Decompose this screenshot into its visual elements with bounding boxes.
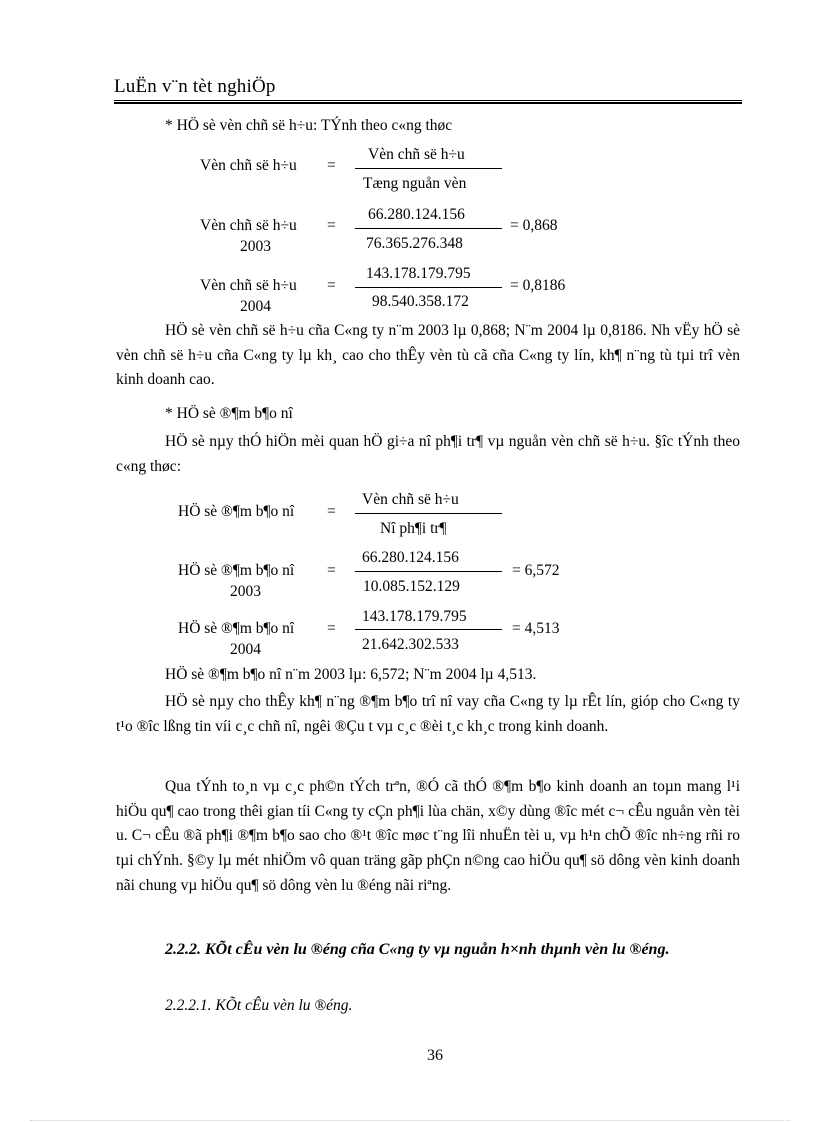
equity-2004-numerator: 143.178.179.795 <box>366 265 471 282</box>
safety-2004-fraction-line <box>355 629 502 630</box>
equity-2003-denominator: 76.365.276.348 <box>366 235 463 252</box>
safety-formula-numerator: Vèn chñ së h÷u <box>362 491 459 508</box>
equity-2004-result: = 0,8186 <box>510 277 566 294</box>
equity-2003-year: 2003 <box>240 238 271 255</box>
header-rule <box>114 100 742 104</box>
equity-2003-equals: = <box>327 217 336 234</box>
safety-formula-denominator: Nî ph¶i tr¶ <box>380 520 447 537</box>
equity-2003-fraction-line <box>355 228 502 229</box>
equity-formula-label: Vèn chñ së h÷u <box>200 157 297 174</box>
equity-2004-fraction-line <box>355 287 502 288</box>
equity-2004-equals: = <box>327 277 336 294</box>
equity-2003-numerator: 66.280.124.156 <box>368 206 465 223</box>
safety-2004-equals: = <box>327 620 336 637</box>
equity-2004-year: 2004 <box>240 298 271 315</box>
equity-formula-denominator: Tæng nguån vèn <box>363 175 467 192</box>
safety-2003-fraction-line <box>355 571 502 572</box>
page-header-title: LuËn v¨n tèt nghiÖp <box>114 76 276 97</box>
safety-2003-year: 2003 <box>230 583 261 600</box>
paragraph-equity-summary: HÖ sè vèn chñ së h÷u cña C«ng ty n¨m 2003 lµ 0,868; N¨m 2004 lµ 0,8186. Nh vËy hÖ sè vèn chñ së h÷u cña C«ng ty lµ kh¸ cao cho thÊy vèn tù cã cña C«ng ty lín, kh¶ n¨ng tù tµi trî vèn kinh doanh cao. <box>116 322 740 389</box>
equity-2004-label: Vèn chñ së h÷u <box>200 277 297 294</box>
safety-formula-equals: = <box>327 503 336 520</box>
equity-2003-result: = 0,868 <box>510 217 558 234</box>
safety-2004-numerator: 143.178.179.795 <box>362 608 467 625</box>
safety-2003-equals: = <box>327 562 336 579</box>
equity-formula-fraction-line <box>355 168 502 169</box>
safety-2003-result: = 6,572 <box>512 562 560 579</box>
safety-2003-denominator: 10.085.152.129 <box>363 578 460 595</box>
equity-formula-numerator: Vèn chñ së h÷u <box>368 146 465 163</box>
safety-2004-year: 2004 <box>230 641 261 658</box>
paragraph-debt-safety-summary: HÖ sè ®¶m b¶o nî n¨m 2003 lµ: 6,572; N¨m 2004 lµ 4,513. <box>165 666 537 683</box>
safety-2004-denominator: 21.642.302.533 <box>362 636 459 653</box>
safety-formula-label: HÖ sè ®¶m b¶o nî <box>178 503 295 520</box>
equity-formula-equals: = <box>327 157 336 174</box>
section-heading-2-2-2: 2.2.2. KÕt cÊu vèn lu ®éng cña C«ng ty vµ nguån h×nh thµnh vèn lu ®éng. <box>165 941 670 958</box>
section-heading-2-2-2-1: 2.2.2.1. KÕt cÊu vèn lu ®éng. <box>165 997 353 1014</box>
safety-2003-numerator: 66.280.124.156 <box>362 549 459 566</box>
paragraph-conclusion: Qua tÝnh to¸n vµ c¸c ph©n tÝch trªn, ®Ó cã thÓ ®¶m b¶o kinh doanh an toµn mang l¹i hiÖu qu¶ cao trong thêi gian tíi C«ng ty cÇn ph¶i lùa chän, x©y dùng ®îc mét c¬ cÊu nguån vèn tèi u. C¬ cÊu ®ã ph¶i ®¶m b¶o sao cho ®¹t ®îc møc t¨ng lîi nhuËn tèi u, vµ h¹n chÕ ®îc nh÷ng rñi ro tµi chÝnh. §©y lµ mét nhiÖm vô quan träng gãp phÇn n©ng cao hiÖu qu¶ sö dông vèn kinh doanh nãi chung vµ hiÖu qu¶ sö dông vèn lu ®éng nãi riªng. <box>116 778 740 894</box>
paragraph-debt-safety-meaning: HÖ sè nµy cho thÊy kh¶ n¨ng ®¶m b¶o trî nî vay cña C«ng ty lµ rÊt lín, gióp cho C«ng ty t¹o ®îc lßng tin víi c¸c chñ nî, ngêi ®Çu t vµ c¸c ®èi t¸c kh¸c trong kinh doanh. <box>116 693 740 735</box>
safety-2004-result: = 4,513 <box>512 620 560 637</box>
equity-ratio-heading: * HÖ sè vèn chñ së h÷u: TÝnh theo c«ng thøc <box>165 117 453 134</box>
safety-2004-label: HÖ sè ®¶m b¶o nî <box>178 620 295 637</box>
footer-divider <box>30 1120 790 1121</box>
safety-formula-fraction-line <box>355 513 502 514</box>
page-number: 36 <box>427 1047 443 1064</box>
debt-safety-heading: * HÖ sè ®¶m b¶o nî <box>165 405 293 422</box>
paragraph-debt-safety-intro: HÖ sè nµy thÓ hiÖn mèi quan hÖ gi÷a nî ph¶i tr¶ vµ nguån vèn chñ së h÷u. §îc tÝnh theo c«ng thøc: <box>116 433 740 475</box>
safety-2003-label: HÖ sè ®¶m b¶o nî <box>178 562 295 579</box>
equity-2003-label: Vèn chñ së h÷u <box>200 217 297 234</box>
equity-2004-denominator: 98.540.358.172 <box>372 293 469 310</box>
